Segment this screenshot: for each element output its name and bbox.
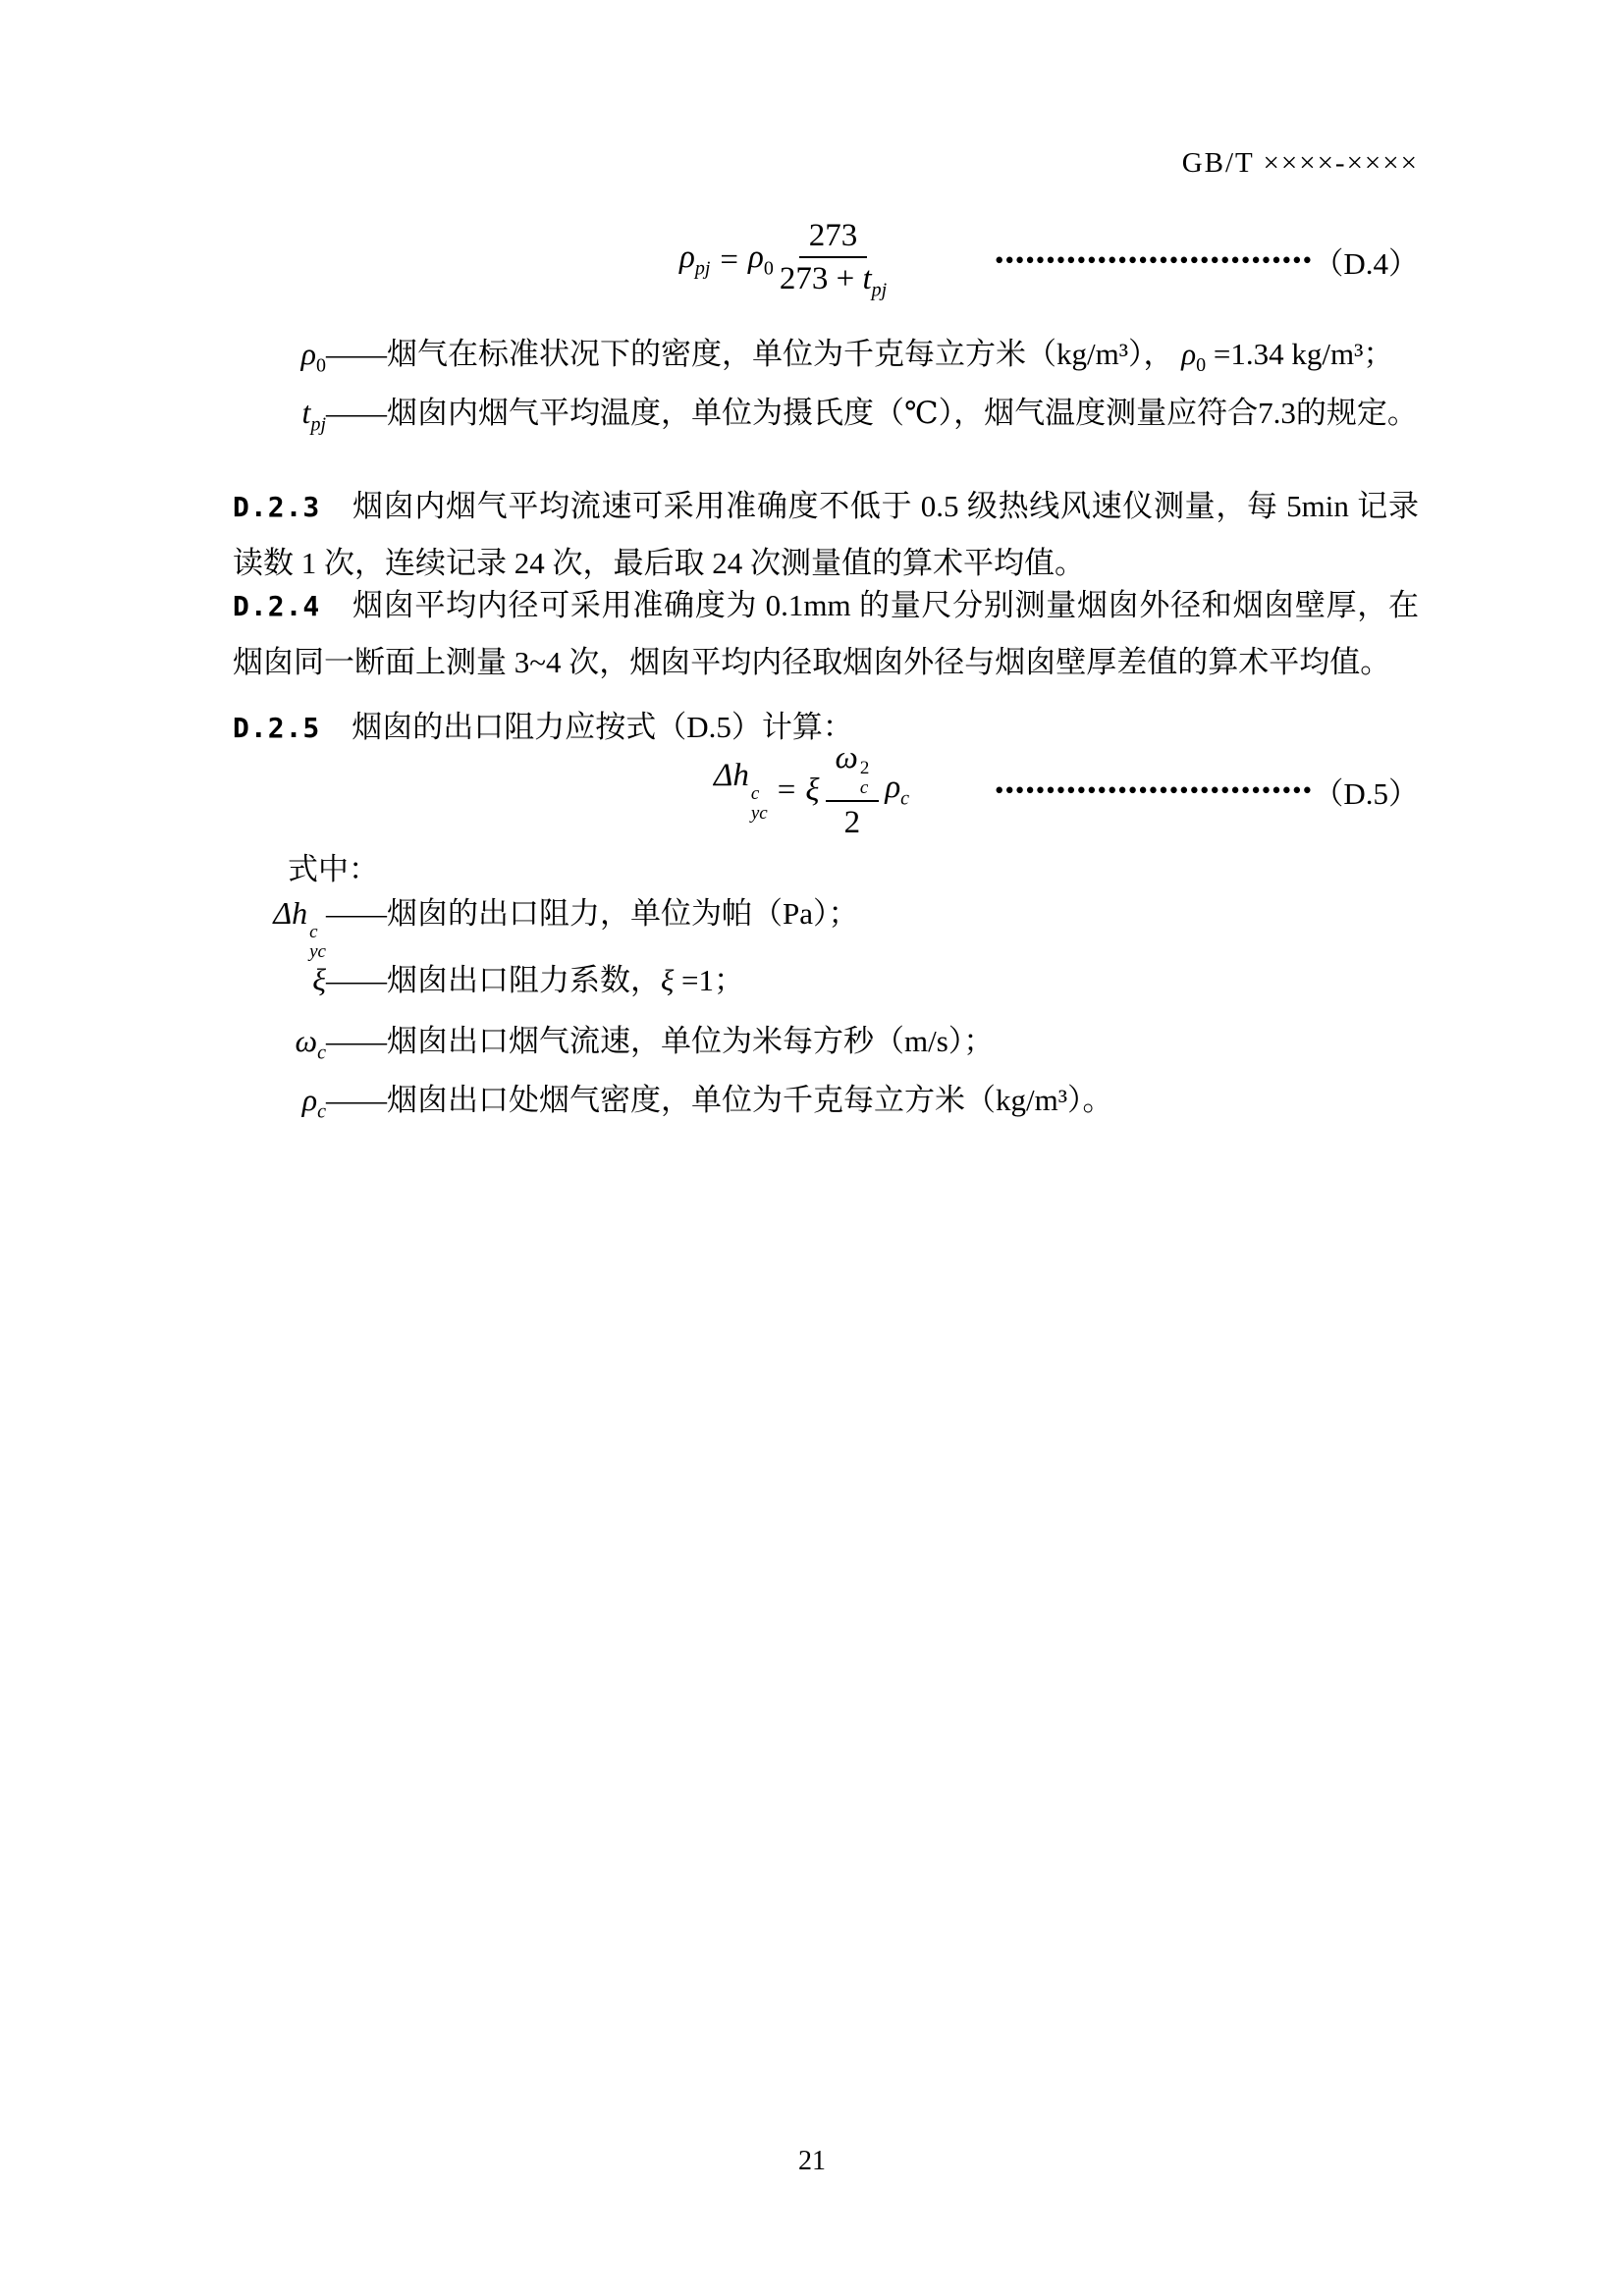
definition-value: =1； xyxy=(674,963,745,997)
formula-d4-lhs xyxy=(679,240,710,281)
clause-text: 烟囱平均内径可采用准确度为 0.1mm 的量尺分别测量烟囱外径和烟囱壁厚，在烟囱同一断面上测量 3~4 次，烟囱平均内径取烟囱外径与烟囱壁厚差值的算术平均值。 xyxy=(233,588,1419,679)
formula-d4-coef xyxy=(748,240,774,281)
t-glyph: t xyxy=(301,395,311,430)
definition-xi xyxy=(233,958,1419,1002)
section-d24 xyxy=(233,577,1419,690)
definition-text xyxy=(326,959,744,1002)
omega-glyph: ω xyxy=(295,1023,318,1058)
formula-d4 xyxy=(679,218,893,302)
dot-leader: ••••••••••••••••••••••••••••••• xyxy=(995,244,1314,275)
delta-h-symbol: Δh xyxy=(714,757,749,793)
rho0-symbol xyxy=(233,332,326,387)
formula-d5-rho xyxy=(885,770,909,811)
rho-0-symbol: ρ xyxy=(748,240,764,276)
dot-leader: ••••••••••••••••••••••••••••••• xyxy=(995,774,1314,805)
formula-d4-row xyxy=(233,206,1419,314)
xi-glyph: ξ xyxy=(661,963,675,997)
rho-glyph: ρ xyxy=(300,336,316,371)
definition-text: ——烟囱出口处烟气密度，单位为千克每立方米（kg/m³）。 xyxy=(326,1083,1113,1117)
rho-c-subscript: c xyxy=(900,787,910,810)
fraction-denominator xyxy=(780,258,887,302)
definition-body: ——烟气在标准状况下的密度，单位为千克每立方米（kg/m³）， xyxy=(326,337,1182,371)
definition-rho-c xyxy=(233,1078,1419,1133)
omega-subscript: c xyxy=(317,1041,326,1064)
rho-subscript: c xyxy=(317,1100,326,1123)
rho-c-symbol: ρ xyxy=(885,770,901,806)
delta-h-scripts xyxy=(309,923,326,962)
t-subscript: pj xyxy=(310,413,326,436)
page-number: 21 xyxy=(798,2146,826,2176)
formula-d4-number: （D.4） xyxy=(1313,245,1419,281)
definition-omega xyxy=(233,1019,1419,1074)
clause-number: D.2.3 xyxy=(233,491,321,523)
xi-symbol xyxy=(233,958,326,1001)
definition-value: =1.34 kg/m³； xyxy=(1206,337,1394,371)
superscript-c: c xyxy=(750,782,760,804)
clause-text: 烟囱内烟气平均流速可采用准确度不低于 0.5 级热线风速仪测量，每 5min 记录读数 1 次，连续记录 24 次，最后取 24 次测量值的算术平均值。 xyxy=(233,489,1419,580)
omega-symbol xyxy=(233,1019,326,1074)
subscript-yc: yc xyxy=(750,802,768,824)
fraction-numerator: 273 xyxy=(799,218,868,258)
definition-text xyxy=(326,333,1393,387)
rho-0-subscript: 0 xyxy=(763,257,774,280)
definition-delta-h xyxy=(233,891,1419,962)
delta-h-scripts xyxy=(751,784,768,824)
definition-rho0 xyxy=(233,332,1419,387)
definition-tpj xyxy=(233,391,1419,446)
section-d23 xyxy=(233,478,1419,591)
subscript-c: c xyxy=(859,776,869,798)
definition-body: ——烟囱出口阻力系数， xyxy=(326,963,661,997)
clause-text: 烟囱的出口阻力应按式（D.5）计算： xyxy=(352,710,853,744)
t-pj-subscript: pj xyxy=(871,279,888,301)
equals-sign: = xyxy=(777,772,796,808)
definition-text: ——烟囱的出口阻力，单位为帕（Pa）； xyxy=(326,896,859,931)
rho-c-symbol xyxy=(233,1078,326,1133)
where-label: 式中： xyxy=(288,852,379,886)
definition-text: ——烟囱内烟气平均温度，单位为摄氏度（℃），烟气温度测量应符合7.3的规定。 xyxy=(326,396,1418,430)
formula-d5-lhs xyxy=(714,758,768,824)
denominator-constant: 273 + xyxy=(779,261,863,297)
clause-number: D.2.5 xyxy=(233,712,321,744)
xi-symbol: ξ xyxy=(805,772,820,808)
rho-pj-symbol: ρ xyxy=(679,240,695,276)
definition-text: ——烟囱出口烟气流速，单位为米每方秒（m/s）； xyxy=(326,1024,995,1058)
fraction-denominator: 2 xyxy=(843,804,861,840)
rho-pj-subscript: pj xyxy=(694,257,711,280)
rho-subscript: 0 xyxy=(316,354,326,377)
subscript-yc: yc xyxy=(309,941,326,962)
clause-number: D.2.4 xyxy=(233,590,321,622)
omega-symbol: ω xyxy=(835,739,858,775)
page-header: GB/T ××××-×××× xyxy=(1181,147,1419,179)
formula-d4-fraction xyxy=(780,218,887,302)
formula-d5 xyxy=(714,740,909,841)
equals-sign: = xyxy=(720,241,739,278)
rho-glyph: ρ xyxy=(1181,337,1197,371)
rho-subscript: 0 xyxy=(1196,354,1207,377)
formula-d5-row xyxy=(233,736,1419,844)
xi-glyph: ξ xyxy=(312,962,326,997)
rho-glyph: ρ xyxy=(301,1082,318,1117)
tpj-symbol xyxy=(233,391,326,446)
omega-scripts xyxy=(860,759,870,798)
formula-d5-fraction xyxy=(826,740,880,841)
formula-d5-number: （D.5） xyxy=(1313,775,1419,811)
delta-h-glyph: Δh xyxy=(273,895,308,931)
superscript-c: c xyxy=(309,922,318,942)
delta-h-symbol xyxy=(233,891,326,962)
fraction-numerator xyxy=(826,740,880,802)
t-pj-symbol: t xyxy=(862,261,872,297)
superscript-2: 2 xyxy=(859,757,870,778)
